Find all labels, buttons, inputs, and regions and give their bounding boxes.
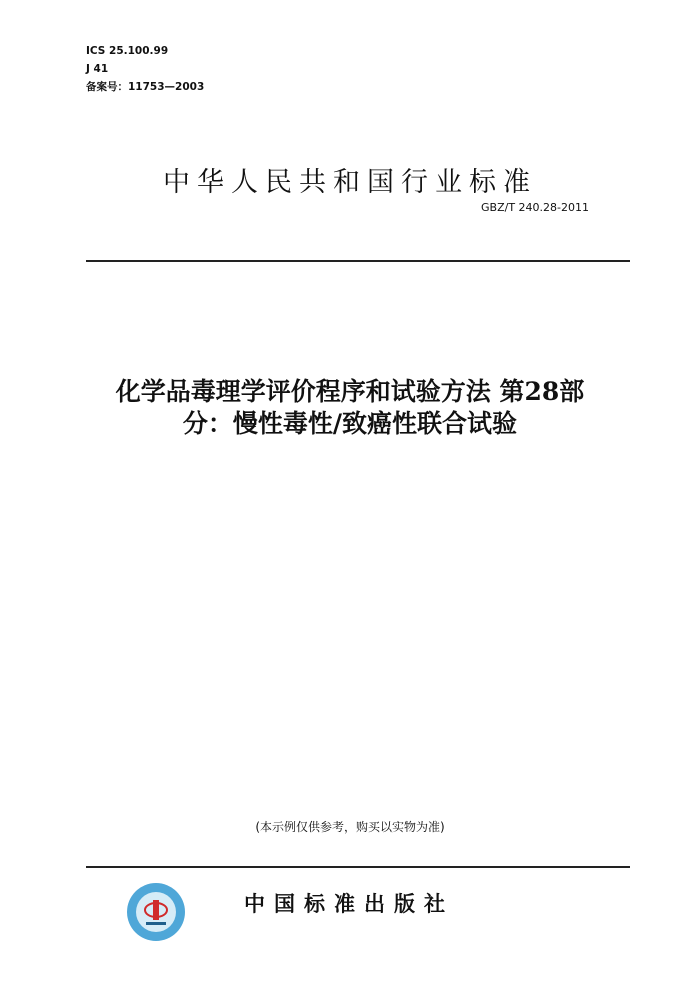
registration-number: 备案号：11753—2003	[86, 81, 205, 93]
standard-category: 中华人民共和国行业标准	[163, 167, 537, 198]
title-line-2: 分：慢性毒性/致癌性联合试验	[182, 409, 518, 438]
ccs-code: J 41	[86, 63, 109, 75]
standard-code: GBZ/T 240.28-2011	[481, 201, 589, 214]
sample-note: (本示例仅供参考，购买以实物为准)	[255, 820, 445, 834]
publisher-name: 中国标准出版社	[244, 892, 454, 916]
title-line-1: 化学品毒理学评价程序和试验方法 第28部	[115, 377, 585, 406]
publisher-seal-icon	[126, 882, 186, 942]
ics-code: ICS 25.100.99	[86, 45, 169, 57]
top-divider	[86, 260, 630, 262]
document-title	[60, 376, 640, 440]
bottom-divider	[86, 866, 630, 868]
